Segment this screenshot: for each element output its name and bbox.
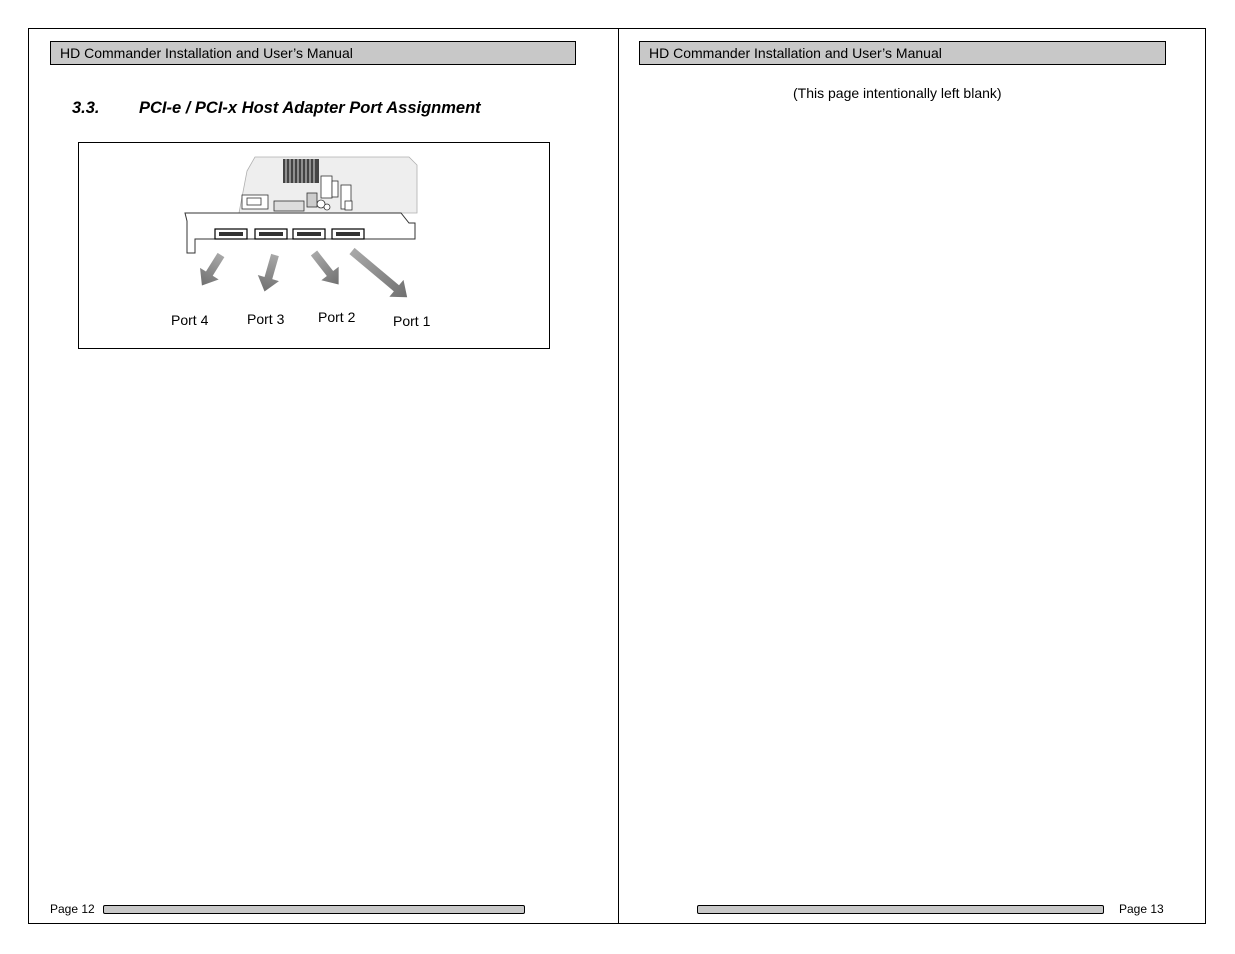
blank-page-note: (This page intentionally left blank) xyxy=(793,85,1002,101)
host-adapter-card-illustration xyxy=(79,143,549,348)
arrow-port-1 xyxy=(345,243,414,306)
host-adapter-figure xyxy=(78,142,550,349)
left-page-header: HD Commander Installation and User’s Manual xyxy=(50,41,576,65)
port-label-4: Port 4 xyxy=(171,312,209,328)
right-page-header: HD Commander Installation and User’s Manual xyxy=(639,41,1166,65)
right-page-number: Page 13 xyxy=(1119,902,1164,916)
port-label-1: Port 1 xyxy=(393,313,431,329)
port-label-3: Port 3 xyxy=(247,311,285,327)
arrow-port-3 xyxy=(254,252,286,295)
section-heading xyxy=(72,99,481,118)
section-title: PCI-e / PCI-x Host Adapter Port Assignment xyxy=(139,99,481,117)
right-footer-bar xyxy=(697,905,1104,914)
left-page-number: Page 12 xyxy=(50,902,95,916)
document-spread xyxy=(28,28,1206,924)
port-label-2: Port 2 xyxy=(318,309,356,325)
heatsink-icon xyxy=(283,159,319,183)
section-number: 3.3. xyxy=(72,99,100,117)
arrow-port-2 xyxy=(305,246,347,291)
left-footer-bar xyxy=(103,905,525,914)
arrow-port-4 xyxy=(193,249,231,291)
page-divider xyxy=(618,29,619,923)
